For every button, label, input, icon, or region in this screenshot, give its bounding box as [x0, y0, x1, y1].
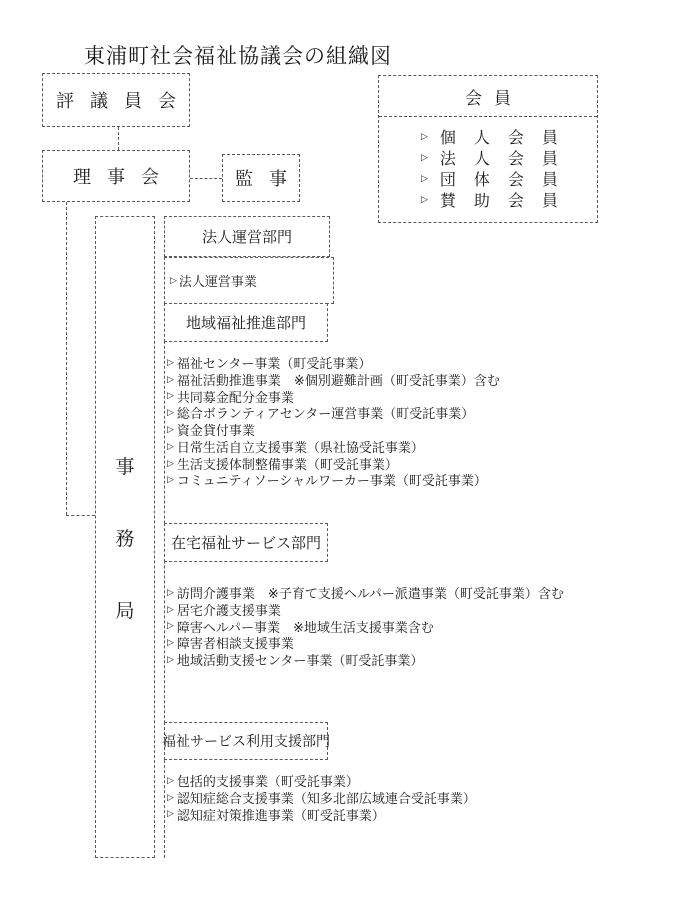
section-item-label: 地域活動支援センター事業（町受託事業） — [176, 653, 424, 669]
triangle-icon: ▷ — [421, 194, 428, 204]
secretariat-box — [95, 216, 155, 858]
triangle-icon: ▷ — [167, 424, 174, 435]
section-item-label: 日常生活自立支援事業（県社協受託事業） — [176, 439, 424, 455]
triangle-icon: ▷ — [167, 603, 174, 614]
section-header-service-use-support — [164, 722, 328, 760]
secretariat-char: 局 — [115, 600, 135, 622]
section-item-label: 生活支援体制整備事業（町受託事業） — [176, 456, 398, 472]
section-item — [167, 354, 500, 371]
connector-board-secretariat-vertical — [66, 202, 67, 515]
section-header-label: 地域福祉推進部門 — [185, 315, 306, 332]
board-label: 理事会 — [73, 167, 175, 187]
triangle-icon: ▷ — [167, 474, 174, 485]
section-items-community-welfare — [167, 354, 500, 488]
section-item — [167, 404, 500, 421]
triangle-icon: ▷ — [167, 390, 174, 401]
page-title: 東浦町社会福祉協議会の組織図 — [84, 45, 392, 68]
section-item-label: コミュニティソーシャルワーカー事業（町受託事業） — [176, 473, 487, 489]
section-item — [167, 455, 500, 472]
connector-council-board — [118, 127, 119, 150]
member-item — [421, 126, 597, 147]
section-items-service-use-support — [167, 772, 476, 822]
triangle-icon: ▷ — [167, 586, 174, 597]
triangle-icon: ▷ — [167, 407, 174, 418]
section-item-label: 福祉センター事業（町受託事業） — [176, 355, 372, 371]
council-box — [42, 73, 190, 127]
section-item-label: 訪問介護事業 ※子育て支援ヘルパー派遣事業（町受託事業）含む — [176, 585, 564, 601]
section-item-label: 認知症総合支援事業（知多北部広域連合受託事業） — [176, 790, 476, 806]
section-item-label: 総合ボランティアセンター運営事業（町受託事業） — [176, 406, 475, 422]
member-item — [421, 168, 597, 189]
triangle-icon: ▷ — [170, 275, 177, 285]
section-item-label: 共同募金配分金事業 — [176, 389, 294, 405]
triangle-icon: ▷ — [167, 356, 174, 367]
member-item — [421, 189, 597, 210]
secretariat-char: 事 — [115, 456, 135, 478]
members-title: 会員 — [465, 88, 523, 108]
auditor-label: 監事 — [235, 169, 303, 189]
triangle-icon: ▷ — [167, 620, 174, 631]
members-box — [378, 75, 598, 223]
section-header-label: 法人運営部門 — [201, 229, 292, 246]
triangle-icon: ▷ — [167, 373, 174, 384]
section-item — [167, 421, 500, 438]
triangle-icon: ▷ — [167, 440, 174, 451]
board-box — [42, 150, 190, 202]
section-item-label: 認知症対策推進事業（町受託事業） — [176, 807, 385, 823]
section-item-label: 法人運営事業 — [178, 274, 257, 289]
section-item — [167, 618, 564, 635]
connector-board-auditor — [190, 178, 222, 179]
secretariat-char: 務 — [115, 528, 135, 550]
section-item — [167, 371, 500, 388]
section-items-corporate-management — [164, 257, 334, 304]
section-item — [167, 806, 476, 823]
members-list — [379, 117, 597, 210]
triangle-icon: ▷ — [421, 173, 428, 183]
member-item-label: 個人会員 — [439, 130, 576, 147]
members-header — [379, 76, 597, 117]
section-items-home-welfare — [167, 584, 564, 668]
member-item-label: 団体会員 — [439, 172, 576, 189]
section-item — [167, 584, 564, 601]
triangle-icon: ▷ — [167, 774, 174, 785]
section-header-community-welfare — [164, 303, 328, 342]
section-item-label: 障害者相談支援事業 — [176, 636, 294, 652]
council-label: 評議員会 — [56, 91, 192, 111]
section-item-label: 包括的支援事業（町受託事業） — [176, 773, 359, 789]
section-header-label: 在宅福祉サービス部門 — [170, 535, 321, 552]
section-item — [167, 789, 476, 806]
section-header-label: 福祉サービス利用支援部門 — [162, 733, 330, 749]
triangle-icon: ▷ — [167, 457, 174, 468]
auditor-box — [222, 154, 303, 202]
triangle-icon: ▷ — [421, 131, 428, 141]
section-header-corporate-management — [164, 216, 330, 257]
section-header-home-welfare — [164, 523, 328, 562]
section-item — [167, 651, 564, 668]
triangle-icon: ▷ — [167, 654, 174, 665]
section-item — [167, 472, 500, 489]
member-item — [421, 147, 597, 168]
member-item-label: 法人会員 — [439, 151, 576, 168]
triangle-icon: ▷ — [421, 152, 428, 162]
triangle-icon: ▷ — [167, 637, 174, 648]
section-item — [167, 634, 564, 651]
section-item — [167, 388, 500, 405]
member-item-label: 賛助会員 — [439, 193, 576, 210]
triangle-icon: ▷ — [167, 808, 174, 819]
section-item-label: 障害ヘルパー事業 ※地域生活支援事業含む — [176, 619, 434, 635]
section-item-label: 福祉活動推進事業 ※個別避難計画（町受託事業）含む — [176, 372, 500, 388]
connector-board-secretariat-horizontal — [66, 515, 95, 516]
triangle-icon: ▷ — [167, 791, 174, 802]
section-item-label: 居宅介護支援事業 — [176, 602, 281, 618]
section-item — [167, 772, 476, 789]
section-item-label: 資金貸付事業 — [176, 423, 255, 439]
section-item — [167, 601, 564, 618]
section-item — [167, 438, 500, 455]
